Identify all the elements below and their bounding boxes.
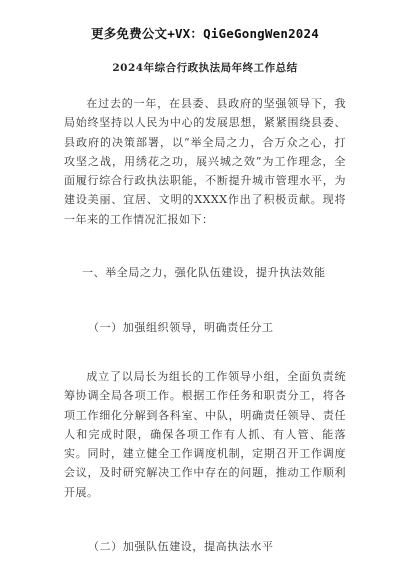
subsection-1-paragraph xyxy=(64,367,346,502)
subsection-1-heading: （一）加强组织领导，明确责任分工 xyxy=(88,321,274,334)
subsection-1-paragraph-text: 成立了以局长为组长的工作领导小组，全面负责统筹协调全局各项工作。根据工作任务和职责分工，将各项工作细化分解到各科室、中队，明确责任领导、责任人和完成时限，确保各项工作有人抓、有人管、能落实。同时，建立健全工作调度机制，定期召开工作调度会议，及时研究解决工作中存在的问题，推动工作顺利开展。 xyxy=(64,370,346,499)
intro-paragraph xyxy=(64,94,346,229)
document-title: 2024年综合行政执法局年终工作总结 xyxy=(112,62,298,74)
intro-paragraph-text: 在过去的一年，在县委、县政府的坚强领导下，我局始终坚持以人民为中心的发展思想，紧紧围绕县委、县政府的决策部署，以“举全局之力，合万众之心，打攻坚之战，用绣花之功，展兴城之效”为工作理念，全面履行综合行政执法职能，不断提升城市管理水平，为建设美丽、宜居、文明的XXXX作出了积极贡献。现将一年来的工作情况汇报如下： xyxy=(64,97,346,226)
header-watermark-text: 更多免费公文+VX：QiGeGongWen2024 xyxy=(91,26,319,41)
subsection-2-heading: （二）加强队伍建设，提高执法水平 xyxy=(88,540,274,553)
section-1-heading: 一、举全局之力，强化队伍建设，提升执法效能 xyxy=(82,266,326,279)
